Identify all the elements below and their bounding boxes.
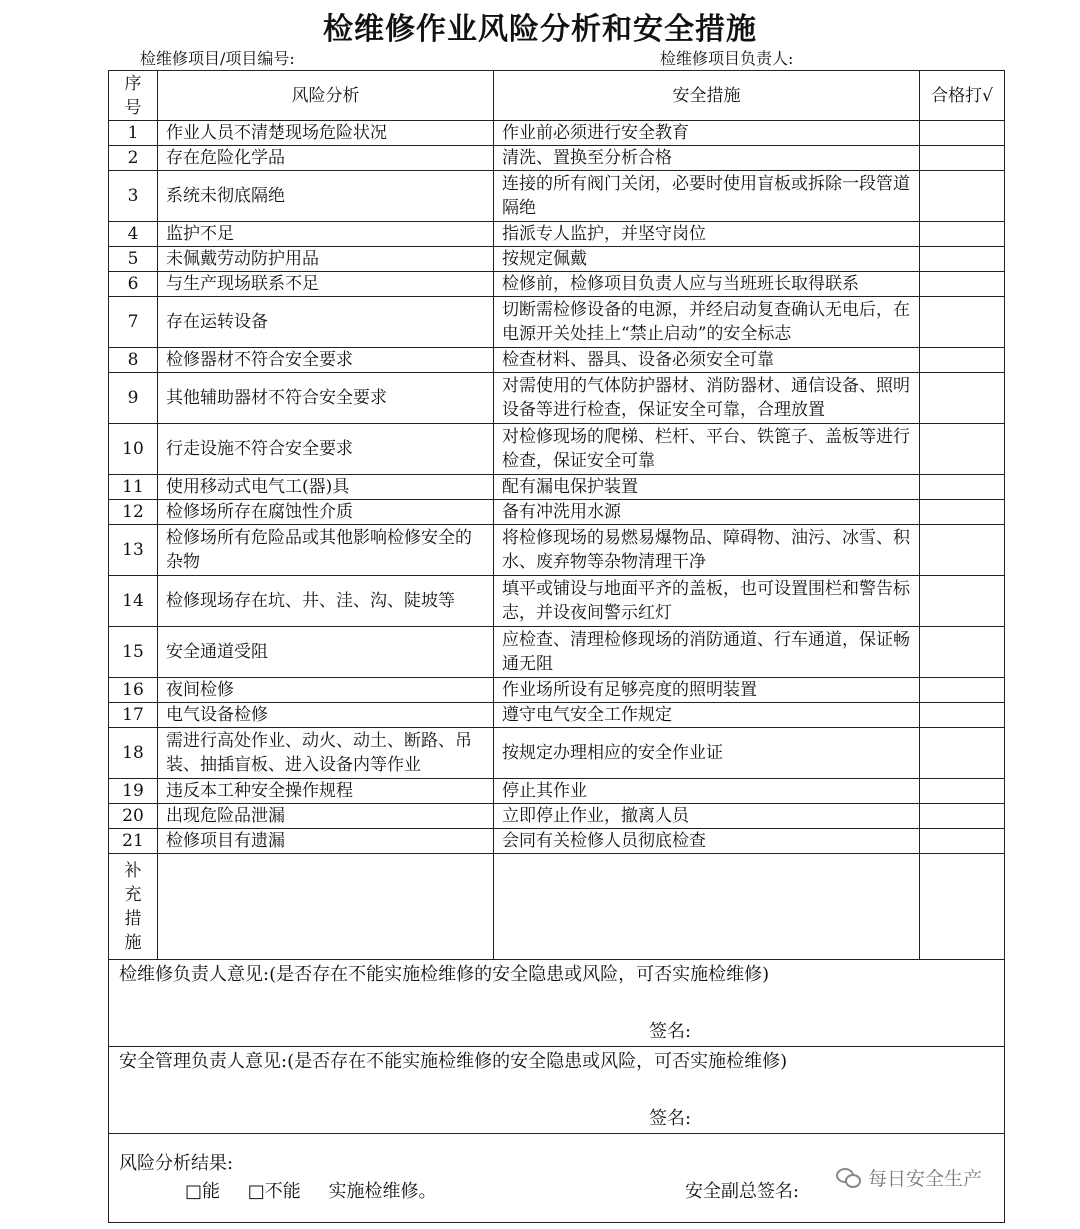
row-number: 10 bbox=[109, 424, 158, 475]
row-number: 12 bbox=[109, 500, 158, 525]
table-row bbox=[109, 171, 1005, 222]
check-cell[interactable] bbox=[920, 804, 1005, 829]
risk-cell: 检修项目有遗漏 bbox=[158, 829, 494, 854]
header-number: 序号 bbox=[109, 71, 158, 121]
measure-cell: 配有漏电保护装置 bbox=[494, 475, 920, 500]
measure-cell: 按规定办理相应的安全作业证 bbox=[494, 728, 920, 779]
measure-cell: 遵守电气安全工作规定 bbox=[494, 703, 920, 728]
risk-analysis-table bbox=[108, 70, 1005, 1223]
row-number: 4 bbox=[109, 222, 158, 247]
check-cell[interactable] bbox=[920, 272, 1005, 297]
table-row bbox=[109, 525, 1005, 576]
vp-sign-label: 安全副总签名: bbox=[685, 1181, 800, 1202]
check-cell[interactable] bbox=[920, 121, 1005, 146]
row-number: 21 bbox=[109, 829, 158, 854]
measure-cell: 填平或铺设与地面平齐的盖板，也可设置围栏和警告标志，并设夜间警示红灯 bbox=[494, 576, 920, 627]
check-cell[interactable] bbox=[920, 222, 1005, 247]
project-id-label: 检维修项目/项目编号: bbox=[140, 49, 295, 68]
watermark bbox=[836, 1164, 982, 1191]
risk-cell: 需进行高处作业、动火、动土、断路、吊装、抽插盲板、进入设备内等作业 bbox=[158, 728, 494, 779]
check-cell[interactable] bbox=[920, 475, 1005, 500]
risk-cell: 安全通道受阻 bbox=[158, 627, 494, 678]
table-row bbox=[109, 703, 1005, 728]
table-row bbox=[109, 829, 1005, 854]
risk-cell: 检修场所有危险品或其他影响检修安全的杂物 bbox=[158, 525, 494, 576]
row-number: 11 bbox=[109, 475, 158, 500]
table-row bbox=[109, 627, 1005, 678]
row-number: 13 bbox=[109, 525, 158, 576]
watermark-text: 每日安全生产 bbox=[868, 1168, 983, 1190]
check-cell[interactable] bbox=[920, 348, 1005, 373]
measure-cell: 清洗、置换至分析合格 bbox=[494, 146, 920, 171]
row-number: 1 bbox=[109, 121, 158, 146]
row-number: 5 bbox=[109, 247, 158, 272]
risk-cell: 检修现场存在坑、井、洼、沟、陡坡等 bbox=[158, 576, 494, 627]
row-number: 9 bbox=[109, 373, 158, 424]
maintenance-owner-opinion-row bbox=[109, 960, 1005, 1047]
measure-cell: 立即停止作业，撤离人员 bbox=[494, 804, 920, 829]
measure-cell: 作业前必须进行安全教育 bbox=[494, 121, 920, 146]
header-check-mark: 合格打√ bbox=[920, 71, 1005, 121]
measure-cell: 备有冲洗用水源 bbox=[494, 500, 920, 525]
check-cell[interactable] bbox=[920, 829, 1005, 854]
check-cell[interactable] bbox=[920, 525, 1005, 576]
risk-cell: 出现危险品泄漏 bbox=[158, 804, 494, 829]
row-number: 17 bbox=[109, 703, 158, 728]
row-number: 8 bbox=[109, 348, 158, 373]
risk-cell: 使用移动式电气工(器)具 bbox=[158, 475, 494, 500]
measure-cell: 停止其作业 bbox=[494, 779, 920, 804]
table-row bbox=[109, 348, 1005, 373]
row-number: 2 bbox=[109, 146, 158, 171]
table-row bbox=[109, 576, 1005, 627]
table-row bbox=[109, 373, 1005, 424]
safety-owner-opinion-text: 安全管理负责人意见:(是否存在不能实施检维修的安全隐患或风险，可否实施检维修) bbox=[119, 1051, 788, 1072]
row-number: 16 bbox=[109, 678, 158, 703]
header-risk-analysis: 风险分析 bbox=[158, 71, 494, 121]
check-cell[interactable] bbox=[920, 678, 1005, 703]
table-row bbox=[109, 678, 1005, 703]
table-row bbox=[109, 121, 1005, 146]
maintenance-owner-opinion[interactable] bbox=[109, 960, 1005, 1047]
risk-cell: 监护不足 bbox=[158, 222, 494, 247]
risk-cell: 检修场所存在腐蚀性介质 bbox=[158, 500, 494, 525]
risk-cell: 检修器材不符合安全要求 bbox=[158, 348, 494, 373]
safety-owner-opinion[interactable] bbox=[109, 1047, 1005, 1134]
measure-cell: 连接的所有阀门关闭，必要时使用盲板或拆除一段管道隔绝 bbox=[494, 171, 920, 222]
measure-cell: 对检修现场的爬梯、栏杆、平台、铁篦子、盖板等进行检查，保证安全可靠 bbox=[494, 424, 920, 475]
measure-cell: 切断需检修设备的电源，并经启动复查确认无电后，在电源开关处挂上“禁止启动”的安全标志 bbox=[494, 297, 920, 348]
supplement-measure-cell[interactable] bbox=[494, 854, 920, 960]
safety-owner-opinion-row bbox=[109, 1047, 1005, 1134]
measure-cell: 作业场所设有足够亮度的照明装置 bbox=[494, 678, 920, 703]
supplement-check-cell[interactable] bbox=[920, 854, 1005, 960]
maintenance-owner-opinion-text: 检维修负责人意见:(是否存在不能实施检维修的安全隐患或风险，可否实施检维修) bbox=[119, 964, 770, 985]
table-row bbox=[109, 475, 1005, 500]
supplement-row bbox=[109, 854, 1005, 960]
row-number: 19 bbox=[109, 779, 158, 804]
header-safety-measures: 安全措施 bbox=[494, 71, 920, 121]
row-number: 6 bbox=[109, 272, 158, 297]
table-row bbox=[109, 728, 1005, 779]
measure-cell: 应检查、清理检修现场的消防通道、行车通道，保证畅通无阻 bbox=[494, 627, 920, 678]
check-cell[interactable] bbox=[920, 627, 1005, 678]
check-cell[interactable] bbox=[920, 247, 1005, 272]
risk-cell: 违反本工种安全操作规程 bbox=[158, 779, 494, 804]
risk-cell: 作业人员不清楚现场危险状况 bbox=[158, 121, 494, 146]
table-row bbox=[109, 247, 1005, 272]
risk-cell: 与生产现场联系不足 bbox=[158, 272, 494, 297]
safety-owner-sign-label: 签名: bbox=[649, 1108, 692, 1129]
check-cell[interactable] bbox=[920, 297, 1005, 348]
option-suffix: 实施检维修。 bbox=[328, 1181, 437, 1202]
check-cell[interactable] bbox=[920, 703, 1005, 728]
row-number: 18 bbox=[109, 728, 158, 779]
check-cell[interactable] bbox=[920, 576, 1005, 627]
risk-cell: 未佩戴劳动防护用品 bbox=[158, 247, 494, 272]
check-cell[interactable] bbox=[920, 424, 1005, 475]
risk-cell: 系统未彻底隔绝 bbox=[158, 171, 494, 222]
table-row bbox=[109, 272, 1005, 297]
page-title: 检维修作业风险分析和安全措施 bbox=[323, 12, 757, 47]
measure-cell: 指派专人监护，并坚守岗位 bbox=[494, 222, 920, 247]
table-row bbox=[109, 424, 1005, 475]
risk-cell: 行走设施不符合安全要求 bbox=[158, 424, 494, 475]
table-row bbox=[109, 297, 1005, 348]
risk-cell: 存在运转设备 bbox=[158, 297, 494, 348]
option-can-checkbox[interactable]: □能 bbox=[185, 1181, 221, 1202]
check-cell[interactable] bbox=[920, 373, 1005, 424]
result-options bbox=[185, 1180, 459, 1204]
supplement-risk-cell[interactable] bbox=[158, 854, 494, 960]
row-number: 3 bbox=[109, 171, 158, 222]
check-cell[interactable] bbox=[920, 728, 1005, 779]
row-number: 14 bbox=[109, 576, 158, 627]
table-row bbox=[109, 500, 1005, 525]
check-cell[interactable] bbox=[920, 171, 1005, 222]
measure-cell: 会同有关检修人员彻底检查 bbox=[494, 829, 920, 854]
maintenance-owner-sign-label: 签名: bbox=[649, 1021, 692, 1042]
risk-cell: 存在危险化学品 bbox=[158, 146, 494, 171]
table-header-row bbox=[109, 71, 1005, 121]
risk-cell: 电气设备检修 bbox=[158, 703, 494, 728]
check-cell[interactable] bbox=[920, 146, 1005, 171]
table-row bbox=[109, 804, 1005, 829]
measure-cell: 检查材料、器具、设备必须安全可靠 bbox=[494, 348, 920, 373]
risk-cell: 夜间检修 bbox=[158, 678, 494, 703]
row-number: 20 bbox=[109, 804, 158, 829]
measure-cell: 对需使用的气体防护器材、消防器材、通信设备、照明设备等进行检查，保证安全可靠，合理放置 bbox=[494, 373, 920, 424]
row-number: 15 bbox=[109, 627, 158, 678]
option-cannot-checkbox[interactable]: □不能 bbox=[247, 1181, 301, 1202]
wechat-icon bbox=[836, 1168, 862, 1188]
risk-cell: 其他辅助器材不符合安全要求 bbox=[158, 373, 494, 424]
risk-result-label: 风险分析结果: bbox=[119, 1153, 234, 1174]
row-number: 7 bbox=[109, 297, 158, 348]
check-cell[interactable] bbox=[920, 500, 1005, 525]
supplement-label: 补充措施 bbox=[109, 854, 158, 960]
measure-cell: 将检修现场的易燃易爆物品、障碍物、油污、冰雪、积水、废弃物等杂物清理干净 bbox=[494, 525, 920, 576]
table-row bbox=[109, 779, 1005, 804]
table-row bbox=[109, 222, 1005, 247]
check-cell[interactable] bbox=[920, 779, 1005, 804]
table-row bbox=[109, 146, 1005, 171]
measure-cell: 按规定佩戴 bbox=[494, 247, 920, 272]
project-owner-label: 检维修项目负责人: bbox=[660, 49, 794, 68]
measure-cell: 检修前，检修项目负责人应与当班班长取得联系 bbox=[494, 272, 920, 297]
